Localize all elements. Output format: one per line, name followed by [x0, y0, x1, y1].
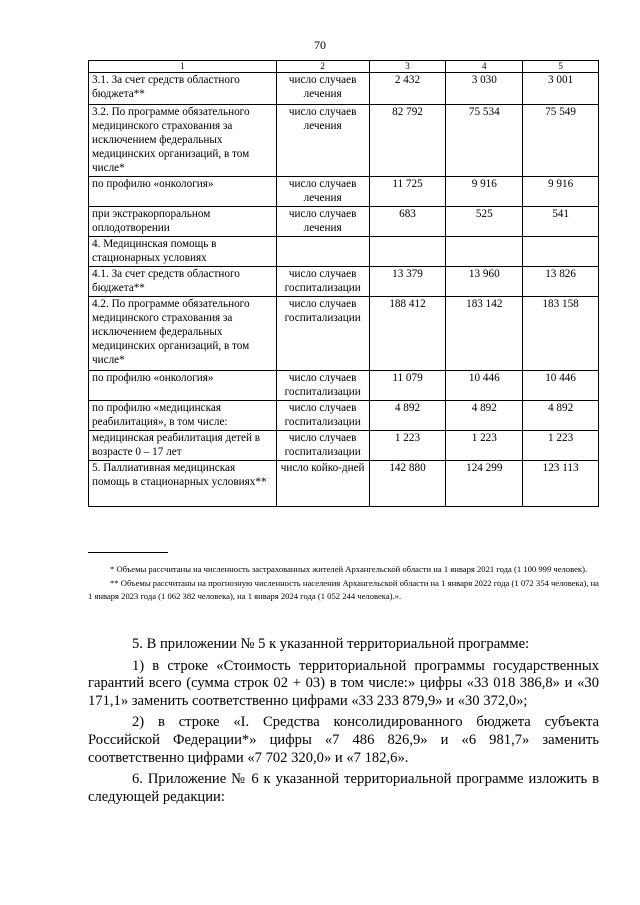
row-unit: число случаев госпитализации: [276, 297, 369, 371]
header-cell: 4: [446, 61, 523, 73]
row-value-2022: 1 223: [446, 431, 523, 461]
paragraph-6: 6. Приложение № 6 к указанной территориальной программе изложить в следующей редакции:: [88, 771, 599, 805]
paragraph-5: 5. В приложении № 5 к указанной территориальной программе:: [132, 636, 530, 652]
row-value-2021: 1 223: [369, 431, 446, 461]
table-row: [89, 371, 599, 401]
row-name: 4.1. За счет средств областного бюджета**: [89, 267, 277, 297]
row-value-2021: 4 892: [369, 401, 446, 431]
row-value-2022: 183 142: [446, 297, 523, 371]
row-name: по профилю «онкология»: [89, 371, 277, 401]
row-name: медицинская реабилитация детей в возрасте 0 – 17 лет: [89, 431, 277, 461]
row-name: 3.2. По программе обязательного медицинского страхования за исключением федеральных медицинских организаций, в том числе*: [89, 105, 277, 177]
row-value-2023: 541: [523, 207, 599, 237]
row-value-2022: 124 299: [446, 461, 523, 507]
table-row: [89, 267, 599, 297]
row-value-2021: 82 792: [369, 105, 446, 177]
table-row: [89, 237, 599, 267]
table-row: [89, 177, 599, 207]
row-value-2023: 10 446: [523, 371, 599, 401]
header-cell: 1: [89, 61, 277, 73]
row-name: при экстракорпоральном оплодотворении: [89, 207, 277, 237]
row-name: 4. Медицинская помощь в стационарных условиях: [89, 237, 277, 267]
row-value-2023: 75 549: [523, 105, 599, 177]
row-value-2023: 4 892: [523, 401, 599, 431]
row-unit: число случаев госпитализации: [276, 371, 369, 401]
row-value-2021: [369, 237, 446, 267]
row-value-2021: 142 880: [369, 461, 446, 507]
paragraph-5-2: 2) в строке «I. Средства консолидированного бюджета субъекта Российской Федерации*» цифры «7 486 826,9» и «6 981,7» заменить соответственно цифрами «7 702 320,0» и «7 182,6».: [88, 714, 599, 766]
row-value-2022: 4 892: [446, 401, 523, 431]
footnote-2: ** Объемы рассчитаны на прогнозную численность населения Архангельской области на 1 января 2022 года (1 072 354 человека), на 1 января 2023 года (1 062 382 человека), на 1 января 2024 года (1 052 244 человека).».: [88, 577, 599, 601]
row-value-2022: [446, 237, 523, 267]
row-value-2021: 188 412: [369, 297, 446, 371]
row-value-2021: 11 079: [369, 371, 446, 401]
footnote-1: * Объемы рассчитаны на численность застрахованных жителей Архангельской области на 1 января 2021 года (1 100 999 человек).: [110, 564, 588, 574]
body-text: [88, 636, 599, 810]
row-value-2022: 3 030: [446, 73, 523, 105]
row-value-2023: 1 223: [523, 431, 599, 461]
footnotes: [88, 563, 599, 604]
row-unit: [276, 237, 369, 267]
row-name: 4.2. По программе обязательного медицинского страхования за исключением федеральных медицинских организаций, в том числе*: [89, 297, 277, 371]
row-unit: число случаев лечения: [276, 207, 369, 237]
table-row: [89, 73, 599, 105]
table-row: [89, 401, 599, 431]
row-unit: число случаев госпитализации: [276, 431, 369, 461]
row-value-2023: 123 113: [523, 461, 599, 507]
row-value-2021: 2 432: [369, 73, 446, 105]
row-value-2023: 3 001: [523, 73, 599, 105]
row-unit: число случаев госпитализации: [276, 401, 369, 431]
header-cell: 2: [276, 61, 369, 73]
row-unit: число случаев лечения: [276, 73, 369, 105]
row-unit: число случаев лечения: [276, 177, 369, 207]
row-value-2022: 9 916: [446, 177, 523, 207]
row-name: по профилю «медицинская реабилитация», в том числе:: [89, 401, 277, 431]
table-row: [89, 105, 599, 177]
table-row: [89, 207, 599, 237]
row-value-2023: 9 916: [523, 177, 599, 207]
row-value-2021: 683: [369, 207, 446, 237]
row-unit: число случаев лечения: [276, 105, 369, 177]
row-value-2022: 525: [446, 207, 523, 237]
header-cell: 3: [369, 61, 446, 73]
row-value-2023: 183 158: [523, 297, 599, 371]
row-value-2023: [523, 237, 599, 267]
row-unit: число случаев госпитализации: [276, 267, 369, 297]
table-header-row: [89, 61, 599, 73]
table-row: [89, 297, 599, 371]
row-value-2022: 10 446: [446, 371, 523, 401]
row-unit: число койко-дней: [276, 461, 369, 507]
row-value-2022: 13 960: [446, 267, 523, 297]
row-value-2021: 11 725: [369, 177, 446, 207]
page-number: 70: [314, 38, 326, 52]
row-name: 5. Паллиативная медицинская помощь в стационарных условиях**: [89, 461, 277, 507]
row-value-2021: 13 379: [369, 267, 446, 297]
volumes-table: [88, 60, 599, 507]
header-cell: 5: [523, 61, 599, 73]
table-row: [89, 461, 599, 507]
row-name: 3.1. За счет средств областного бюджета**: [89, 73, 277, 105]
paragraph-5-1: 1) в строке «Стоимость территориальной программы государственных гарантий всего (сумма строк 02 + 03) в том числе:» цифры «33 018 386,8» и «30 171,1» заменить соответственно цифрами «33 233 879,9» и «30 372,0»;: [88, 657, 599, 709]
row-name: по профилю «онкология»: [89, 177, 277, 207]
row-value-2023: 13 826: [523, 267, 599, 297]
table-row: [89, 431, 599, 461]
footnote-divider: [88, 552, 168, 553]
row-value-2022: 75 534: [446, 105, 523, 177]
